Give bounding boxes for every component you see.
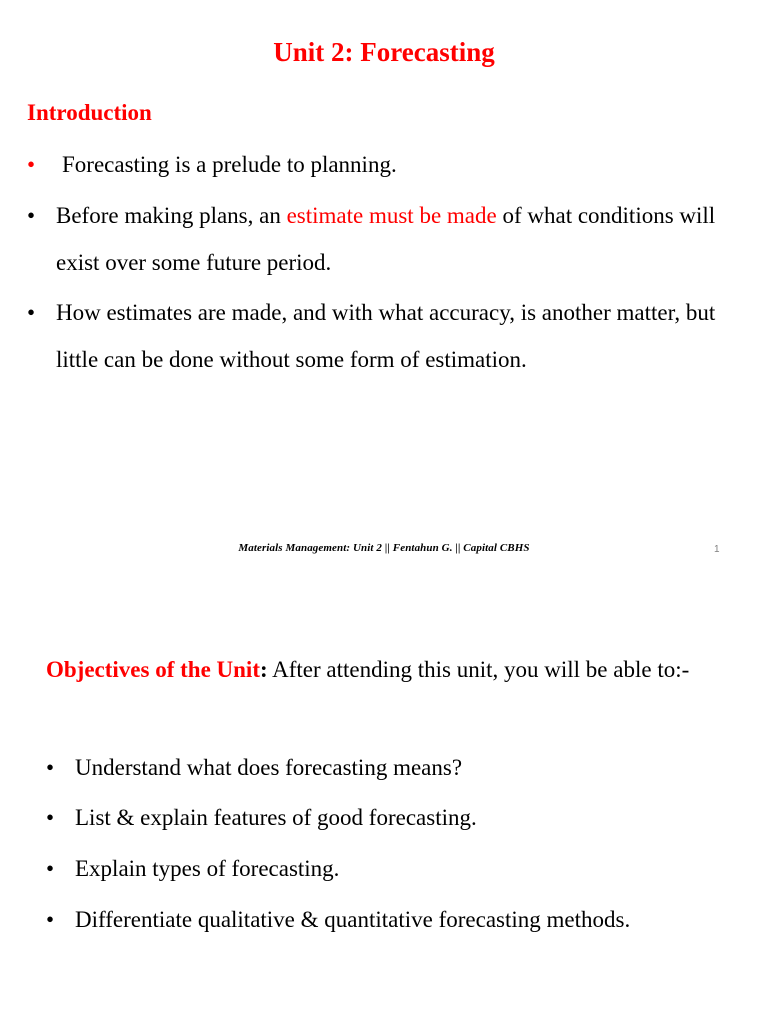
objectives-colon: : xyxy=(260,657,268,682)
slide-footer: Materials Management: Unit 2 || Fentahun G. || Capital CBHS xyxy=(238,542,530,554)
bullet-icon: • xyxy=(46,755,55,780)
objective-text: Explain types of forecasting. xyxy=(75,856,340,881)
bullet-text: How estimates are made, and with what accuracy, is another matter, but little can be done without some form of estimation. xyxy=(56,300,716,372)
bullet-icon: • xyxy=(46,907,55,932)
bullet-text xyxy=(56,192,761,286)
page-number: 1 xyxy=(714,544,720,555)
bullet-icon: • xyxy=(46,805,55,830)
bullet-text-before: Before making plans, an xyxy=(56,203,287,228)
bullet-icon: • xyxy=(27,152,36,177)
bullet-icon: • xyxy=(27,300,36,325)
section-heading-introduction: Introduction xyxy=(27,100,152,125)
bullet-icon: • xyxy=(27,203,36,228)
objective-text: Differentiate qualitative & quantitative forecasting methods. xyxy=(75,907,631,932)
highlighted-text: estimate must be made xyxy=(286,203,497,228)
bullet-text: Forecasting is a prelude to planning. xyxy=(62,152,397,177)
objective-text: List & explain features of good forecasting. xyxy=(75,805,477,830)
objectives-label: Objectives of the Unit xyxy=(46,657,260,682)
objective-text: Understand what does forecasting means? xyxy=(75,755,463,780)
objectives-paragraph xyxy=(46,646,726,693)
objectives-text: After attending this unit, you will be able to:- xyxy=(267,657,690,682)
bullet-icon: • xyxy=(46,856,55,881)
bullet-text-after: of what conditions will exist over some future period. xyxy=(56,203,716,275)
slide-title: Unit 2: Forecasting xyxy=(273,37,495,67)
